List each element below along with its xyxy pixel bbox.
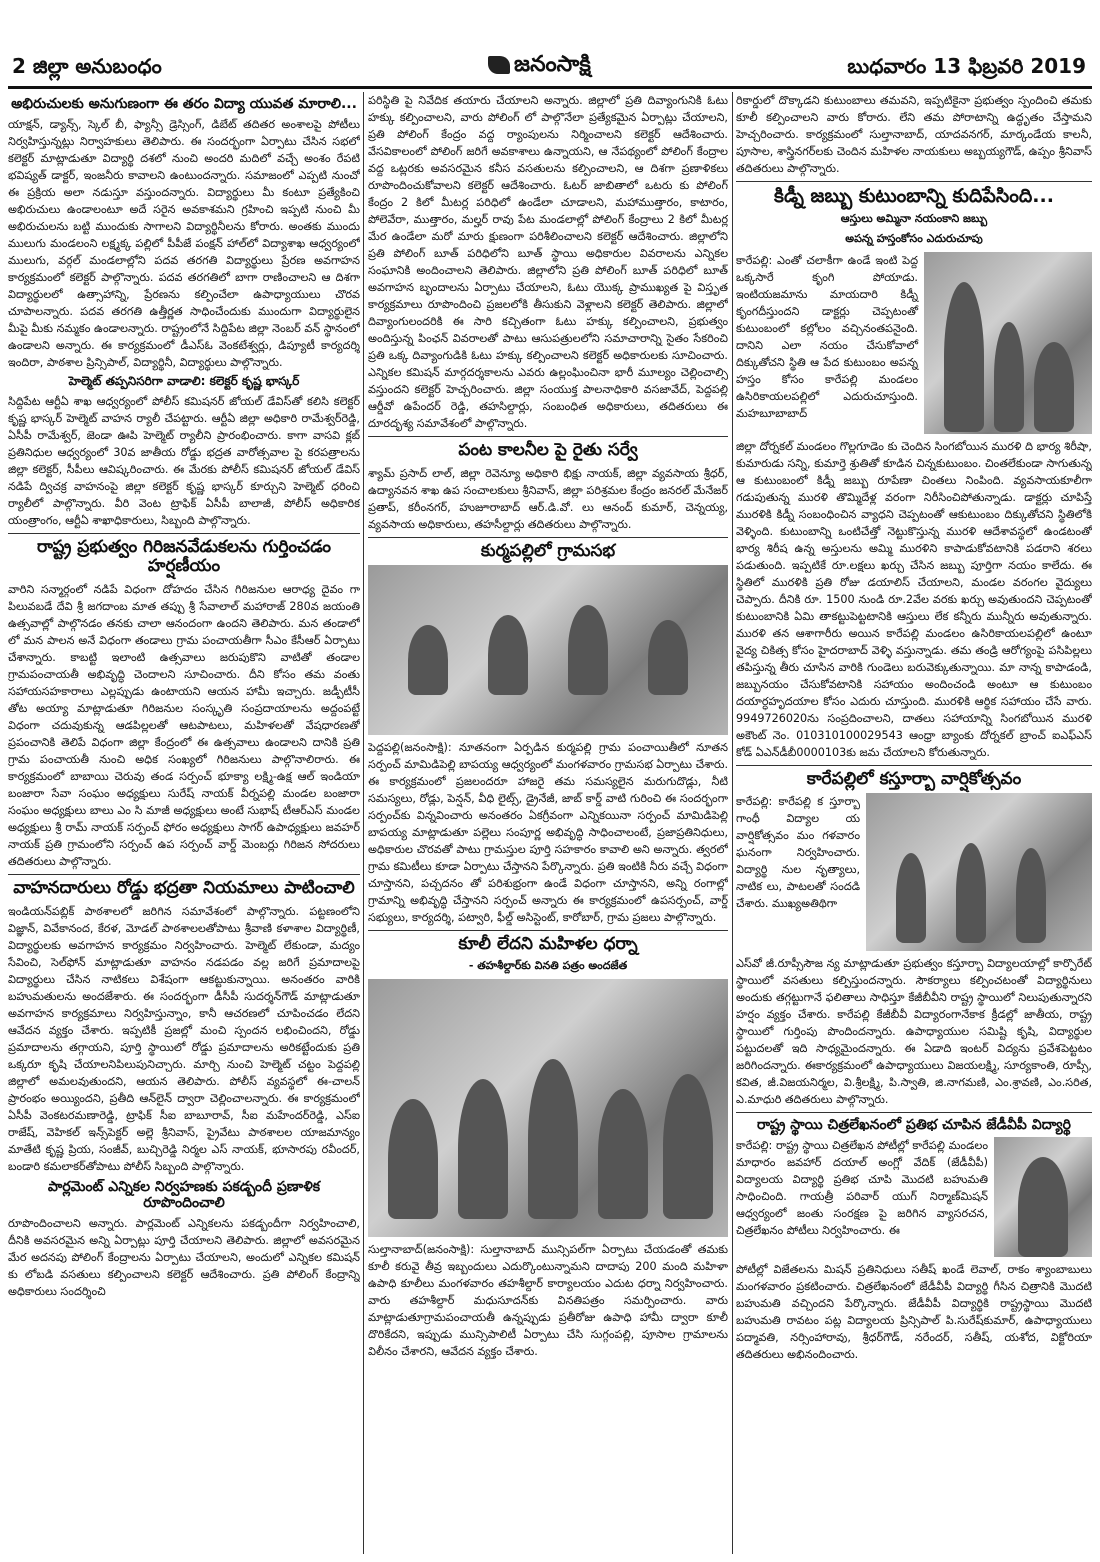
masthead xyxy=(8,52,1092,89)
article-body: పెద్దపల్లి(జనంసాక్షి): నూతనంగా ఏర్పడిన కుర్మపల్లి గ్రామ పంచాయితీలో నూతన సర్పంచ్ మామిడిపెల్లి బాపయ్య ఆధ్వర్యంలో మంగళవారం గ్రామసభ ఏర్పాటు చేశారు. ఈ కార్యక్రమంలో ప్రజలందరూ హాజరై తమ సమస్యలైన మరుగుదొడ్లు, నీటి సమస్యలు, రోడ్లు, పెన్షన్, వీధి లైట్స్, డ్రైనేజీ, జాబ్ కార్డ్ వాటి గురించి ఈ సందర్భంగా సర్పంచ్‌కు విన్నవించారు అనంతరం ఏకగ్రీవంగా ఎన్నికయినా సర్పంచ్ మామిడిపెల్లి బాపయ్య మాట్లాడుతూ పల్లెలు సంపూర్ణ అభివృద్ధి సాధించాలంటే, ప్రజాప్రతినిధులు, అధికారుల చొరవతో పాటు గ్రామస్తుల పూర్తి సహకారం కావాలి అని అన్నారు. త్వరలో గ్రామ కమిటీలు కూడా ఏర్పాటు చేస్తానని పేర్కొన్నారు. ప్రతి ఇంటికి నీరు వచ్చే విధంగా చూస్తానని, పచ్చదనం తో పరిశుభ్రంగా ఉండే విధంగా చూస్తానని, అన్ని రంగాల్లో గ్రామాన్ని అభివృద్ధి చేస్తానని సర్పంచ్ అన్నారు ఈ కార్యక్రమంలో ఉపసర్పంచ్, వార్డ్ సభ్యులు, కార్యదర్శి, పట్వారి, ఫీల్డ్ అసిస్టెంట్, కారోబార్, గ్రామ ప్రజలు పాల్గొన్నారు. xyxy=(368,741,728,925)
article-headline: పార్లమెంట్ ఎన్నికల నిర్వహణకు పకడ్బందీ ప్రణాళిక రూపొందించాలి xyxy=(47,1178,321,1211)
article-body: రికార్డులో దొక్కాడని కుటుంబాలు తమవని, ఇప్పటికైనా ప్రభుత్వం స్పందించి తమకు కూలీ కల్పించాలని వారు కోరారు. లేని తమ పోరాటాన్ని ఉద్ధృతం చేస్తామని హెచ్చరించారు. కార్యక్రమంలో సుల్తానాబాద్, యాదవనగర్, మార్కండేయ కాలనీ, పూసాల, శాస్త్రినగర్‌లకు చెందిన మహిళల నాయకులు అబ్బయ్యగౌడ్, ఉప్పం శ్రీనివాస్ తదితరులు పాల్గొన్నారు. xyxy=(736,94,1092,175)
meeting-photo xyxy=(368,565,728,735)
column-divider xyxy=(732,92,733,1554)
article-with-photo xyxy=(736,252,1092,438)
protest-photo xyxy=(368,979,728,1237)
article-headline: పంట కాలనీల పై రైతు సర్వే xyxy=(458,440,638,460)
divider xyxy=(736,181,1092,182)
divider xyxy=(8,874,360,875)
column-2 xyxy=(368,92,728,1562)
article-headline: కూలీ లేదని మహిళల ధర్నా xyxy=(458,934,638,955)
divider xyxy=(8,533,360,534)
article-body: వారిని సన్మార్గంలో నడిపే విధంగా దోహదం చేసిన గిరిజనుల ఆరాధ్య దైవం గా పిలువబడే దేవి శ్రీ జగదాంబ మాత తప్పు శ్రీ సేవాలాల్ మహారాజ్ 280వ జయంతి ఉత్సవాల్లో పాల్గొనడం తనకు చాలా ఆనందంగా ఉందని తెలిపారు. మన తండాలో లో మన పాలన అనే విధంగా తండాలు గ్రామ పంచాయతీగా సీఎం కేసీఆర్ ఏర్పాటు చేశాన్నారు. కాబట్టి ఇలాంటి ఉత్సవాలు జరుపుకొని వాటితో తండాల గ్రామపంచాయతీ అభివృద్ధి చెందాలని సూచించారు. దీని కోసం తమ వంతు సహాయసహకారాలు ఎల్లప్పుడు ఉంటాయని ఆయన హామీ ఇచ్చారు. జడ్పీటీసీ తోట అయ్యా మాట్లాడుతూ గిరిజనుల సంస్కృతి సంప్రదాయాలను అద్దంపట్టే విధంగా చదువుకున్న ఆడపిల్లలతో ఆటపాటలు, మహిళలతో వేషధారణతో ప్రపంచానికి తెలిపే విధంగా జిల్లా కేంద్రంలో ఈ ఉత్సవాలు ఉండాలని దానికి ప్రతి గ్రామ పంచాయతీ నుంచి అధిక సంఖ్యలో గిరిజనులు పాల్గొనాలిరారు. ఈ కార్యక్రమంలో బాబాయి చెరువు తండ సర్పంచ్ భూక్యా లక్ష్మి-ఉక్ష ఆల్ ఇండియా బంజారా సేవా సంఘం అధ్యక్షులు సురేష్ నాయక్ వీర్నపల్లి మండల బంజారా సంఘం అధ్యక్షులు బాలు ఎం సి మాజీ అధ్యక్షులు అంటే సుభాష్ టీఆర్ఎస్ మండల అధ్యక్షులు శ్రీ రామ్ నాయక్ సర్పంచ్ ఫోరం అధ్యక్షులు సాగర్ ఉపాధ్యక్షులు జవహర్ నాయక్ ప్రతి గ్రామంలోని సర్పంచ్ ఉప సర్పంచ్ వార్డ్ మెంబర్లు గిరిజన సోదరులు తదితరులు పాల్గొన్నారు. xyxy=(8,582,360,868)
divider xyxy=(736,765,1092,766)
divider xyxy=(368,930,728,931)
article-body: రూపొందించాలని అన్నారు. పార్లమెంట్ ఎన్నికలను పకడ్బందీగా నిర్వహించాలి, దీనికి అవసరమైన అన్ని ఏర్పాట్లు పూర్తి చేయాలని తెలిపారు. జిల్లాలో అవసరమైన మేర అదనపు పోలింగ్ కేంద్రాలను ఏర్పాటు చేయాలని, అందులో ఎన్నికల కమిషన్ కు లోబడి వసతులు కల్పించాలని కలెక్టర్ ఆదేశించారు. ప్రతి పోలింగ్ కేంద్రాన్ని అధికారులు సందర్శించి xyxy=(8,1216,360,1298)
article-body: ఇండియన్‌పబ్లిక్ పాఠశాలలో జరిగిన సమావేశంలో పాల్గొన్నారు. పట్టణంలోని విజ్ఞాన్, వివేకానంద, కేరళ, మోడల్ పాఠశాలలతోపాటు శ్రీవాణి కళాశాల విద్యార్థిణీ, విద్యార్థులకు అవగాహన కార్యక్రమం నిర్వహించారు. హెల్మెట్ లేకుండా, మద్యం సేవించి, సెల్‌ఫోన్ మాట్లాడుతూ వాహనం నడపడం వల్ల జరిగే ప్రమాదాలపై విద్యార్థులు చేసిన నాటికలు విశేషంగా ఆకట్టుకున్నాయి. అనంతరం వారికి బహుమతులను అందజేశారు. ఈ సందర్భంగా డీసీపీ సుదర్శన్‌గౌడ్ మాట్లాడుతూ అవగాహన కార్యక్రమాలు నిర్వహిస్తున్నాం, కానీ ఆచరణలో చూపించడం లేదని ఆవేదన వ్యక్తం చేశారు. ఇప్పటికీ ప్రజల్లో మంచి స్పందన లభించిందని, రోడ్డు ప్రమాదాలను తగ్గాయని, పూర్తి స్థాయిలో రోడ్డు ప్రమాదాలను అరికట్టేందుకు ప్రతి ఒక్కరూ కృషి చేయాలనిపిలుపునిచ్చారు. మార్చి నుంచి హెల్మెట్ చట్టం పెద్దపల్లి జిల్లాలో అమలవుతుందని, ఆయన తెలిపారు. పోలీస్ వ్యవస్థలో ఈ-చాలన్ ప్రారంభం అయ్యిందని, ప్రతీది ఆన్‌లైన్ ద్వారా చెల్లించాలన్నారు. ఈ కార్యక్రమంలో ఏసీపీ వెంకటరమణారెడ్డి, ట్రాఫిక్ సీఐ బాబూరావ్, సీఐ మహేందర్‌రెడ్డి, ఎస్ఐ రాజేష్, వెహికల్ ఇన్స్‌పెక్టర్ అల్లె శ్రీనివాస్, ప్రైవేటు పాఠశాలల యాజమాన్యం మాతేటి కృష్ణ ప్రియ, సంజీవ్, బుచ్చిరెడ్డి నిర్మల ఎస్ నాయక్, భూసారపు రవీందర్, బండారి కమలాకర్‌తోపాటు పోలీస్ సిబ్బంది పాల్గొన్నారు. xyxy=(8,904,360,1173)
column-divider xyxy=(363,92,364,1554)
article-headline: అభిరుచులకు అనుగుణంగా ఈ తరం విద్యా యువత మారాలి... xyxy=(11,96,357,112)
article-headline: వాహనదారులు రోడ్డు భద్రతా నియమాలు పాటించాలి xyxy=(13,877,355,898)
article-body: పరిస్థితి పై నివేదిక తయారు చేయాలని అన్నారు. జిల్లాలో ప్రతి దివ్యాంగునికి ఓటు హక్కు కల్పించాలని, వారు పోలింగ్ లో పాల్గొనేలా ప్రత్యేకమైన ఏర్పాట్లు చేయాలని, ప్రతి పోలింగ్ కేంద్రం వద్ద ర్యాంపులను నిర్మించాలని కలెక్టర్ ఆదేశించారు. వేసవికాలంలో పోలింగ్ జరిగే అవకాశాలు ఉన్నాయని, ఆ నేపథ్యంలో పోలింగ్ కేంద్రాల వద్ద ఒట్లరకు అవసరమైన కనీస వసతులను కల్పించాలని, ఆ దిశగా ప్రణాళికలు రూపొందించుకోవాలని కలెక్టర్ ఆదేశించారు. ఓటర్ జాబితాలో ఒటరు కు పోలింగ్ కేంద్రం 2 కిలో మీటర్ల పరిధిలో ఉండేలా చూడాలని, మహాముత్తారం, కాటారం, పోలెవేరా, ముత్తారం, మల్హర్ రావు పేట మండలాల్లో పోలింగ్ కేంద్రాలు 2 కిలో మీటర్ల మేర ఉండేలా మరో మారు క్షుణంగా పరిశీలించాలని కలెక్టర్ ఆదేశించారు. జిల్లాలోని ప్రతి పోలింగ్ బూత్ పరిధిలోని బూత్ స్థాయి అధికారుల వివరాలను ఎన్నికల సంఘానికి అందించాలని తెలిపారు. జిల్లాలోని ప్రతి పోలింగ్ బూత్ పరిధిలో బూత్ అవగాహన బృందాలను ఏర్పాటు చేయాలని, ఓటు యొక్క ప్రాముఖ్యత పై విస్తృత కార్యక్రమాలు రూపొందించి ప్రజలలోకి తీసుకుని వెళ్లాలని కలెక్టర్ తెలిపారు. జిల్లాలో దివ్యాంగులందరికి ఈ సారి కచ్చితంగా ఓటు హక్కు కల్పించాలని, ప్రభుత్వం అందిస్తున్న పింఛన్ వివరాలతో పాటు ఆసుపత్రులలోని సమాచారాన్ని సైతం సేకరించి ప్రతి ఒక్క దివ్యాంగుడికి ఓటు హక్కు కల్పించాలని కలెక్టర్ అధికారులకు సూచించారు. ఎన్నికల కమిషన్ మార్గదర్శకాలను ఎవరు ఉల్లంఘించినా భారీ మూల్యం చెల్లించాల్సి వస్తుందని కలెక్టర్ హెచ్చరించారు. జిల్లా సంయుక్త పాలనాధికారి వసజావేద్, పెద్దపల్లి ఆర్డీవో ఉపేందర్ రెడ్డి, తహసిల్దార్లు, సంబంధిత అధికారులు, తదితరులు ఈ దూరదృశ్య సమావేశంలో పాల్గొన్నారు. xyxy=(368,94,728,430)
article-body: కారేపల్లి: రాష్ట్ర స్థాయి చిత్రలేఖన పోటీల్లో కారేపల్లి మండలం మాధారం జవహార్ దయాల్ అంగ్లో వేదిక్ (జేడీవీపీ) విద్యాలయ విద్యార్థి ప్రతిభ చూపి మొదటి బహుమతి సాధించింది. గాయత్రీ పరివార్ యుగ్ నిర్మాణ్‌మిషన్ ఆధ్వర్యంలో జంతు సంరక్షణ పై జరిగిన వ్యాసరచన, చిత్రలేఖనం పోటీలు నిర్వహించారు. ఈ xyxy=(736,1139,988,1238)
student-portrait xyxy=(994,1137,1092,1257)
article-body: కారేపల్లి: కారేపల్లి క స్తూర్బా గాంధీ విద్యాల య వార్షికోత్సవం మం గళవారం ఘనంగా నిర్వహించారు. విద్యార్థి నుల నృత్యాలు, నాటిక లు, పాటలతో సందడి చేశారు. ముఖ్యఅతిథిగా xyxy=(736,795,860,911)
issue-date: బుధవారం 13 ఫిబ్రవరి 2019 xyxy=(847,54,1086,78)
column-1 xyxy=(8,92,360,1562)
article-subheadline: అపన్న హస్తంకోసం ఎదురుచూపు xyxy=(845,231,983,245)
article-headline: హెల్మెట్ తప్పనిసరిగా వాడాలి: కలెక్టర్ కృష్ణ భాస్కర్ xyxy=(68,374,300,389)
article-headline: రాష్ట్ర ప్రభుత్వం గిరిజనవేడుకలను గుర్తించడం హర్షణీయం xyxy=(36,536,332,577)
article-headline: కారేపల్లిలో కస్తూర్బా వార్షికోత్సవం xyxy=(806,768,1022,789)
article-headline: కిడ్నీ జబ్బు కుటుంబాన్ని కుదిపేసింది... xyxy=(774,185,1054,207)
article-body: ఎస్‌వో జీ.రూప్సీసౌజ న్య మాట్లాడుతూ ప్రభుత్వం కస్తూర్బా విద్యాలయాల్లో కార్పొరేట్ స్థాయిలో వసతులు కల్పిస్తుందన్నారు. సౌకర్యాలు కల్పించటంతో విద్యార్థినులు అందుకు తగ్గట్టుగానే ఫలితాలు సాధిస్తూ కేజీబీవీని రాష్ట్ర స్థాయిలో నిలుపుతున్నారని హర్షం వ్యక్తం చేశారు. కారేపల్లి కేజీబీవీ విద్యారంగానేకాక క్రీడల్లో జాతీయ, రాష్ట్ర స్థాయిలో గుర్తింపు పొందిందన్నారు. ఉపాధ్యాయుల సమిష్టి కృషి, విద్యార్థుల పట్టుదలతో ఇది సాధ్యమైందన్నారు. ఈ ఏడాది ఇంటర్ విద్యను ప్రవేశపెట్టటం జరిగిందన్నారు. ఈకార్యక్రమంలో ఉపాధ్యాయులు విజయలక్ష్మి, సూర్యకాంతి, రూప్సీ, కవిత, జీ.విజయనిర్మల, వి.శ్రీలక్ష్మి, పి.స్వాతి, జి.నాగమణి, ఎం.శ్రావణి, ఎం.సరిత, ఎ.మాధురి తదితరులు పాల్గొన్నారు. xyxy=(736,957,1092,1107)
page-label: 2 జిల్లా అనుబంధం xyxy=(12,54,162,78)
divider xyxy=(368,537,728,538)
article-body: జిల్లా దోర్నకల్ మండలం గొల్లగూడెం కు చెందిన సింగబోయిన మురళి ది భార్య శిరీషా, కుమారుడు సన్ని, కుమార్తె శ్రుతితో కూడిన చిన్నకుటుంబం. చింతలేకుండా సాగుతున్న ఆ కుటుంబంలో కిడ్నీ జబ్బు రూపేణా చింతలు నింపింది. వ్యవసాయకూలీగా గడుపుతున్న మురళి తొమ్మిదేళ్ల వరంగా నిరీసించిపోతున్నాడు. డాక్టర్లు చూపిస్తే మురళికి కిడ్నీ సంబంధించిన వ్యాధని చెప్పటంతో ఆకుటుంబం దిక్కుతోచని స్థితిలోకి వెళ్ళింది. కుటుంబాన్ని ఒంటిచేత్తో నెట్టుకొస్తున్న మురళి ఆదేశావస్థలో ఉండటంతో భార్య శిరీష ఉన్న అస్తులను అమ్మి మురళిని కాపాడుకోవటానికి పడరాని శరలు పడుతుంది. ఇప్పటికే రూ.లక్షలు ఖర్చు చేసిన జబ్బు పూర్తిగా నయం కాలేదు. ఈ స్థితిలో మురళికి ప్రతి రోజు డయాలిస్ చేయాలని, మండల వరంగల వైద్యులు చెప్పారు. దీనికి రూ. 1500 నుండి రూ.2వేల వరకు ఖర్చు అవుతుందని చెప్పటంతో కుటుంబానికి ఏమి తాకట్టుపెట్టటానికి ఆస్తులు లేక కన్నీరు మున్నీరు అవుతున్నారు. మురళి తన ఆశాగారీరు అయిన కారేపల్లి మండలం ఉసిరికాయలపల్లిలో ఉంటూ వైద్య చికిత్స కోసం హైదరాబాద్ వెళ్ళి వస్తున్నాడు. తమ తండ్రి ఆరోగ్యంపై పసిపిల్లలు తపిస్తున్న తీరు చూసిన వారికి గుండెలు బరువెక్కుతున్నాయి. మా నాన్న కాపాడండి, జబ్బునయం చేసుకోవటానికి సహాయం అందించండి అంటూ ఆ కుటుంబం దయార్ధహృదయాల కోసం ఎదురు చూస్తుంది. మురళికి ఆర్థిక సహాయం చేసే వారు. 9949726020ను సంప్రదించాలని, దాతలు సహాయాన్ని సింగబోయిన మురళి అకౌంట్ నెం. 010310100029543 ఆంధ్రా బ్యాంకు దోర్నకల్ బ్రాంచ్ ఐఎఫ్‌ఎస్ కోడ్ ఏఎన్‌డీబీ0000103కు జమ చేయాలని కోరుతున్నారు. xyxy=(736,439,1092,759)
article-with-photo xyxy=(736,793,1092,955)
divider xyxy=(736,1112,1092,1113)
article-body: సిద్దిపేట ఆర్టీఏ శాఖ ఆధ్వర్యంలో పోలీస్ కమిషనర్ జోయల్ డేవిస్‌తో కలిసి కలెక్టర్ కృష్ణ భాస్కర్ హెల్మెట్ వాహన ర్యాలీ చేపట్టారు. ఆర్టీఏ జిల్లా అధికారి రామేశ్వర్‌రెడ్డి, ఏసీపీ రామేశ్వర్, జెండా ఊపి హెల్మెట్ ర్యాలీని ప్రారంభించారు. కాగా వాసవి క్లబ్ ప్రతినిధుల ఆధ్వర్యంలో 30వ జాతీయ రోడ్డు భద్రత వారోత్సవాల పై కరపత్రాలను జిల్లా కలెక్టర్, సీపీలు ఆవిష్కరించారు. ఈ మేరకు పోలీస్ కమిషనర్ జోయల్ డేవిస్ నడిపే ద్విచక్ర వాహనంపై జిల్లా కలెక్టర్ కృష్ణ భాస్కర్ కూర్చుని హెల్మెట్ ధరించి ర్యాలీలో పాల్గొన్నారు. వీరి వెంట ట్రాఫిక్ ఏసీపీ బాలాజీ, పోలీస్ అధికారిక యంత్రాంగం, ఆర్టీఏ శాఖాధికారులు, సిబ్బంది పాల్గొన్నారు. xyxy=(8,394,360,527)
article-body: సుల్తానాబాద్(జనంసాక్షి): సుల్తానాబాద్ మున్సిపల్‌గా ఏర్పాటు చేయడంతో తమకు కూలీ కరువై తీవ్ర ఇబ్బందులు ఎదుర్కొంటున్నామని దాదాపు 200 మంది మహిళా ఉపాధి కూలీలు మంగళవారం తహశీల్దార్ కార్యాలయం ఎదుట ధర్నా నిర్వహించారు. వారు తహశీల్దార్ మధుసూదన్‌కు వినతిపత్రం సమర్పించారు. వారు మాట్లాడుతూగ్రామపంచాయతీ ఉన్నప్పుడు ప్రతీరోజు ఉపాధి హామీ ద్వారా కూలీ దొరికేదని, ఇప్పుడు మున్సిపాలిటీ ఏర్పాటు చేసి సుగ్గంపల్లి, పూసాల గ్రామాలను విలీనం చేశారని, ఆవేదన వ్యక్తం చేశారు. xyxy=(368,1242,728,1358)
logo-icon xyxy=(488,56,510,74)
paper-name: జనంసాక్షి xyxy=(514,52,591,77)
article-body: శ్యామ్ ప్రసాద్ లాల్, జిల్లా రెవెన్యూ అధికారి భిక్షు నాయక్, జిల్లా వ్యవసాయ శ్రీధర్, ఉద్యానవన శాఖ ఉప సంచాలకులు శ్రీనివాస్, జిల్లా పరిశ్రమల కేంద్రం జనరల్ మేనేజర్ ప్రతాప్, కరీంనగర్, హుజూరాబాద్ ఆర్.డి.వో. లు ఆనంద్ కుమార్, చెన్నయ్య, వ్యవసాయ అధికారులు, తహసీల్దార్లు తదితరులు పాల్గొన్నారు. xyxy=(368,466,728,531)
article-headline: రాష్ట్ర స్థాయి చిత్రలేఖనంలో ప్రతిభ చూపిన జేడీవీపీ విద్యార్థి xyxy=(757,1117,1071,1134)
article-body: పోటీల్లో విజేతలను మిషన్ ప్రతినిధులు సతీష్ ఖండే లెవాల్, రాకం శ్యాంబాబులు మంగళవారం ప్రకటించారు. చిత్రలేఖనంలో జేడీవీపీ విద్యార్థి గీసిన చిత్రానికి మొదటి బహుమతి వచ్చిందని పేర్కొన్నారు. జేడీవీపీ విద్యార్థికి రాష్ట్రస్థాయి మొదటి బహుమతి రావటం పట్ల విద్యాలయ ప్రిన్సిపాల్ పి.సురేష్‌కుమార్, ఉపాధ్యాయులు పద్మావతి, నర్సింహారావు, శ్రీధర్‌గౌడ్, నరేందర్, సతీష్, యశోద, విక్టోరియా తదితరులు అభినందించారు. xyxy=(736,1263,1092,1362)
dance-photo xyxy=(866,793,1092,951)
article-body: యాక్షన్, డ్యాన్స్, స్కెల్ బీ, ఫ్యాన్సీ డ్రెస్సింగ్, డిబేట్ తదితర అంశాలపై పోటీలు నిర్వహిస్తున్నట్లు నిర్వాహకులు తెలిపారు. ఈ సందర్భంగా ఏర్పాటు చేసిన సభలో కలెక్టర్ మాట్లాడుతూ విద్యార్థి దశలో నుంచి అందరి మదిలో వచ్చే అంశం రేపటి భవిష్యత్ డాక్టర్, ఇంజనీరు కావాలని ఉంటుందన్నారు. సమాజంలో ఎప్పటి నుంచో ఈ ప్రక్రియ అలా నడుస్తూ వస్తుందన్నారు. విద్యార్థులు మీ కంటూ ప్రత్యేకించి అభిరుచులు ఉండాలంటూ అదే సరైన అవకాశమని గ్రహించి ఇప్పటి నుంచి మీ అభిరుచులను బట్టి ముందుకు సాగాలని విద్యార్థినీలను కోరారు. అంతకు ముందు ములుగు మండలంని లక్ష్మక్క పల్లిలో పీపీజే పంక్షన్ హాల్‌లో విద్యాశాఖ ఆధ్వర్యంలో ములుగు, వర్గల్ మండలాల్లోని పదవ తరగతి విద్యార్థులు ప్రేరణ అవగాహన కార్యక్రమంలో కలెక్టర్ పాల్గొన్నారు. పదవ తరగతిలో బాగా రాణించాలని ఆ దిశగా విద్యార్థులలో ఉత్సాహాన్ని, ప్రేరణను కల్పించేలా ఉపాధ్యాయులు చొరవ చూపాలన్నారు. పదవ తరగతి ఉత్తీర్ణత సాధించేందుకు ముందుగా విద్యార్థులైన మీపై మీకు నమ్మకం ఉండాలన్నారు. రాష్ట్రంలోనే సిద్దిపేట జిల్లా నెంబర్ వన్ స్థానంలో ఉండాలని అన్నారు. ఈ కార్యక్రమంలో డీఎస్ఓ వెంకటేశ్వర్లు, డిప్యూటీ కార్యదర్శి ఇందిరా, పాఠశాల ప్రిన్సిపాల్, విద్యార్థినీ, విద్యార్థులు పాల్గొన్నారు. xyxy=(8,118,360,370)
column-3 xyxy=(736,92,1092,1562)
family-photo xyxy=(924,252,1092,434)
article-with-photo xyxy=(736,1137,1092,1261)
article-subheadline: ఆస్తులు అమ్మినా నయంకాని జబ్బు xyxy=(840,211,988,225)
paper-logo xyxy=(488,52,591,82)
article-headline: కుర్మపల్లిలో గ్రామసభ xyxy=(480,540,616,561)
article-body: కారేపల్లి: ఎంతో చలాకీగా ఉండే ఇంటి పెద్ద ఒక్కసారే కృంగి పోయాడు. ఇంటియజమాను మాయదారి కిడ్నీ కృంగదీస్తుందని డాక్టర్లు చెప్పటంతో కుటుంబంలో కల్లోలం వచ్చినంతపనైంది. దానిని ఎలా నయం చేసుకోవాలో దిక్కుతోచని స్థితి ఆ పేద కుటుంబం అపన్న హస్తం కోసం కారేపల్లి మండలం ఉసిరికాయలపల్లిలో ఎదురుచూస్తుంది. మహబూబాబాద్ xyxy=(736,253,918,420)
article-subheadline: - తహశీల్దార్‌కు వినతి పత్రం అందజేత xyxy=(468,958,628,972)
divider xyxy=(368,436,728,437)
